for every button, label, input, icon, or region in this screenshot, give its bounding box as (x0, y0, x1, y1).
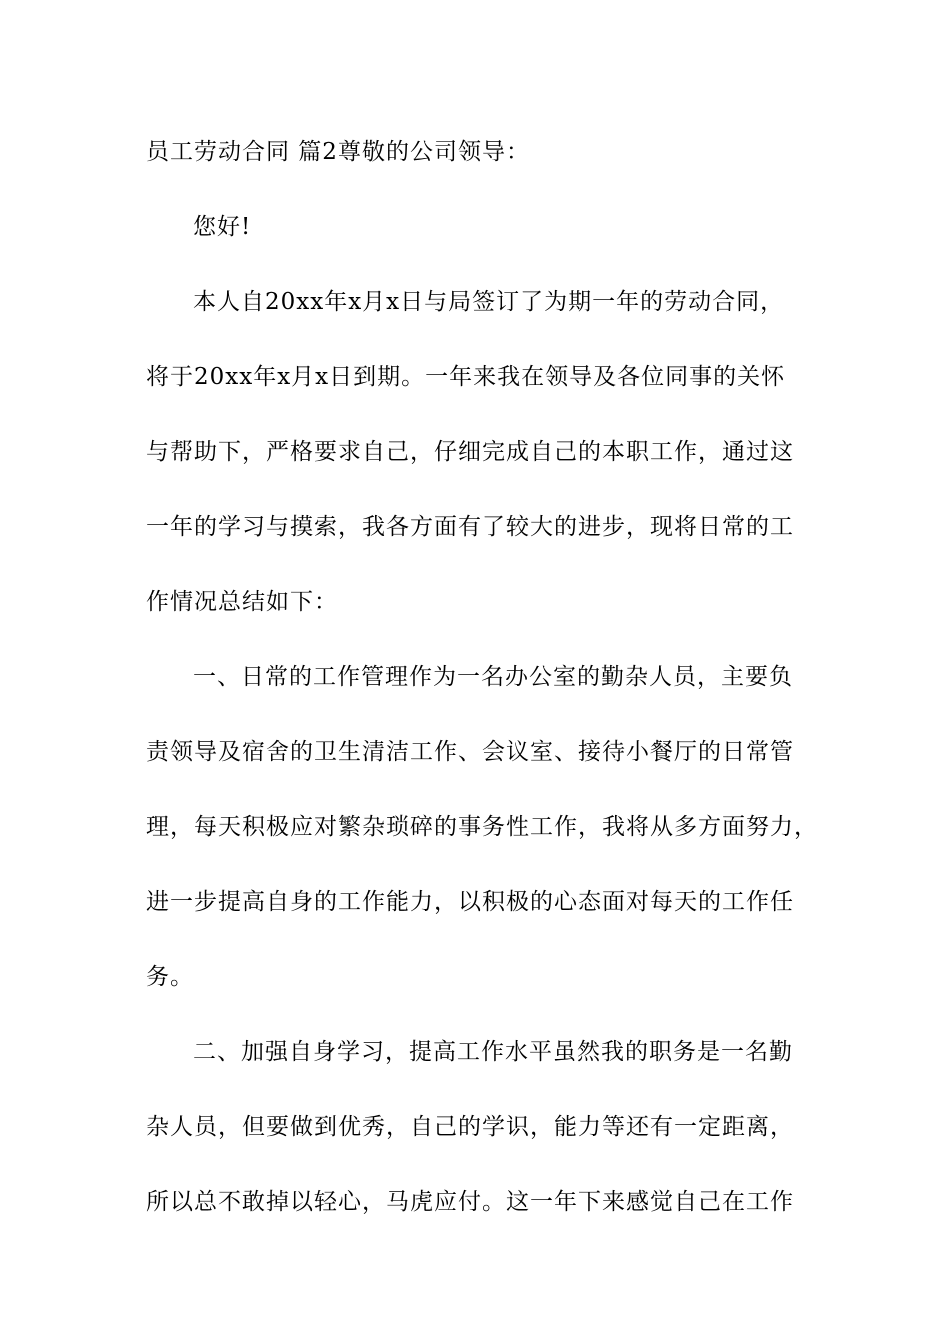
paragraph-line: 一年的学习与摸索，我各方面有了较大的进步，现将日常的工 (146, 514, 794, 540)
paragraph-line: 所以总不敢掉以轻心，马虎应付。这一年下来感觉自己在工作 (146, 1189, 794, 1215)
paragraph-line: 二、加强自身学习，提高工作水平虽然我的职务是一名勤 (193, 1039, 793, 1065)
paragraph-line: 将于20xx年x月x日到期。一年来我在领导及各位同事的关怀 (146, 364, 786, 390)
heading-line: 员工劳动合同 篇2尊敬的公司领导： (146, 139, 530, 165)
paragraph-line: 本人自20xx年x月x日与局签订了为期一年的劳动合同， (193, 289, 785, 315)
paragraph-line: 杂人员，但要做到优秀，自己的学识，能力等还有一定距离， (146, 1114, 794, 1140)
paragraph-line: 务。 (146, 964, 194, 990)
paragraph-line: 责领导及宿舍的卫生清洁工作、会议室、接待小餐厅的日常管 (146, 739, 794, 765)
paragraph-line: 进一步提高自身的工作能力，以积极的心态面对每天的工作任 (146, 889, 794, 915)
paragraph-line: 与帮助下，严格要求自己，仔细完成自己的本职工作，通过这 (146, 439, 794, 465)
paragraph-line: 理，每天积极应对繁杂琐碎的事务性工作，我将从多方面努力， (146, 814, 818, 840)
paragraph-line: 一、日常的工作管理作为一名办公室的勤杂人员，主要负 (193, 664, 793, 690)
greeting-line: 您好! (193, 214, 252, 240)
paragraph-line: 作情况总结如下： (146, 589, 338, 615)
